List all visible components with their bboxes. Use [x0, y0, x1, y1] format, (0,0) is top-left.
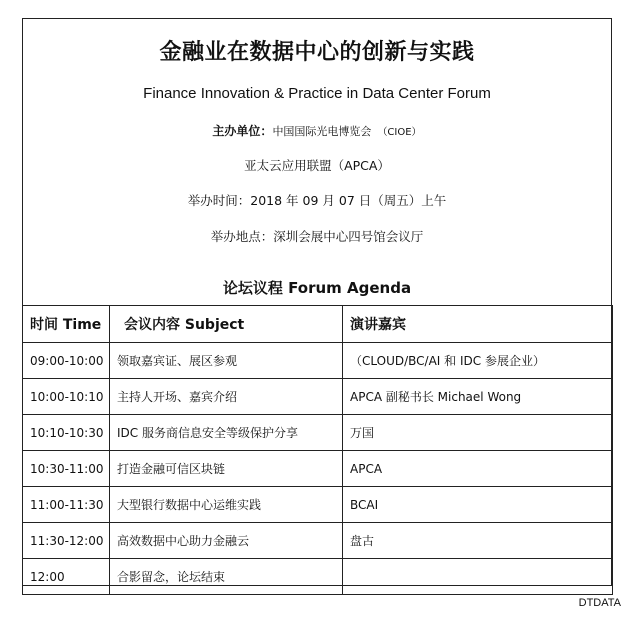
table-row: [23, 415, 613, 451]
row-subject: 大型银行数据中心运维实践: [110, 487, 343, 523]
row-speaker: 盘古: [343, 523, 613, 559]
header-time: 时间 Time: [23, 306, 110, 343]
row-time: 11:30-12:00: [23, 523, 110, 559]
table-header-row: [23, 306, 613, 343]
english-subtitle: Finance Innovation & Practice in Data Center Forum: [143, 85, 491, 102]
co-organizer-line: 亚太云应用联盟（APCA）: [244, 158, 390, 173]
row-subject: 主持人开场、嘉宾介绍: [110, 379, 343, 415]
row-time: 10:30-11:00: [23, 451, 110, 487]
row-time: 12:00: [23, 559, 110, 595]
event-time: 举办时间：2018 年 09 月 07 日（周五）上午: [187, 193, 447, 208]
row-time: 09:00-10:00: [23, 343, 110, 379]
row-time: 10:00-10:10: [23, 379, 110, 415]
row-time: 10:10-10:30: [23, 415, 110, 451]
page-title: 金融业在数据中心的创新与实践: [159, 40, 475, 65]
table-row: [23, 379, 613, 415]
row-subject: 领取嘉宾证、展区参观: [110, 343, 343, 379]
watermark-text: DTDATA: [578, 597, 621, 609]
row-speaker: （CLOUD/BC/AI 和 IDC 参展企业）: [343, 343, 613, 379]
organizer-line: [23, 122, 611, 139]
organizer-name: 中国国际光电博览会: [272, 125, 372, 138]
agenda-document: [22, 18, 612, 586]
header-speaker: 演讲嘉宾: [343, 306, 613, 343]
row-subject: IDC 服务商信息安全等级保护分享: [110, 415, 343, 451]
header-subject: 会议内容 Subject: [110, 306, 343, 343]
row-speaker: APCA: [343, 451, 613, 487]
row-subject: 打造金融可信区块链: [110, 451, 343, 487]
table-row: [23, 559, 613, 595]
document-header: [23, 19, 611, 306]
agenda-heading: 论坛议程 Forum Agenda: [222, 279, 412, 297]
row-subject: 合影留念，论坛结束: [110, 559, 343, 595]
row-time: 11:00-11:30: [23, 487, 110, 523]
row-speaker: BCAI: [343, 487, 613, 523]
row-speaker: [343, 559, 613, 595]
row-speaker: 万国: [343, 415, 613, 451]
table-row: [23, 523, 613, 559]
table-row: [23, 451, 613, 487]
agenda-table: [22, 305, 613, 595]
row-speaker: APCA 副秘书长 Michael Wong: [343, 379, 613, 415]
table-row: [23, 343, 613, 379]
organizer-label: 主办单位：: [212, 124, 273, 138]
row-subject: 高效数据中心助力金融云: [110, 523, 343, 559]
event-venue: 举办地点：深圳会展中心四号馆会议厅: [210, 229, 424, 244]
organizer-abbr: （CIOE）: [377, 127, 422, 138]
table-row: [23, 487, 613, 523]
